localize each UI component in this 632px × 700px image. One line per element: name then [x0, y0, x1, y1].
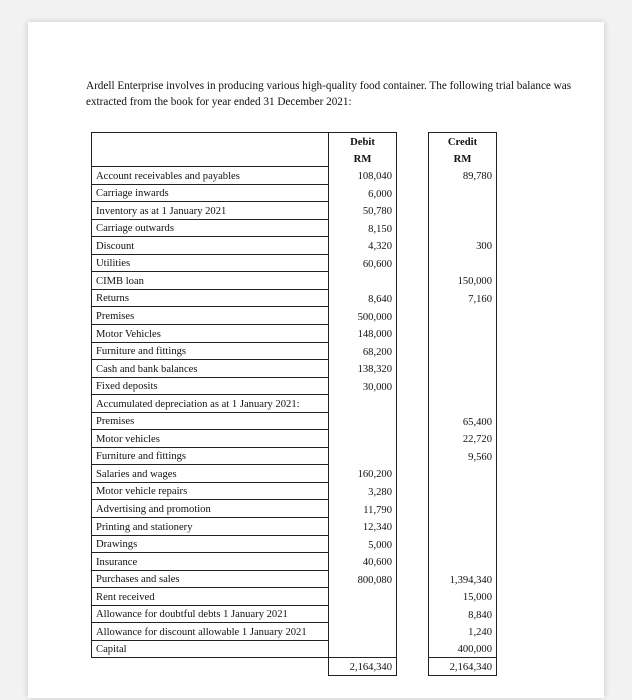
table-row: [92, 623, 550, 641]
debit-total: 2,164,340: [329, 658, 397, 676]
table-row: [92, 307, 550, 325]
table-row: [92, 289, 550, 307]
currency-row: [92, 150, 550, 167]
account-name: Carriage outwards: [92, 219, 329, 237]
debit-amount: 6,000: [329, 184, 397, 202]
debit-amount: 160,200: [329, 465, 397, 483]
credit-header: Credit: [429, 133, 497, 150]
account-name: Motor vehicles: [92, 430, 329, 448]
debit-amount: [329, 412, 397, 430]
table-row: [92, 184, 550, 202]
debit-amount: [329, 588, 397, 606]
debit-amount: [329, 605, 397, 623]
table-row: [92, 325, 550, 343]
debit-amount: 5,000: [329, 535, 397, 553]
credit-amount: [429, 553, 497, 571]
account-name: Motor vehicle repairs: [92, 482, 329, 500]
debit-amount: [329, 430, 397, 448]
credit-amount: [429, 342, 497, 360]
account-name: Utilities: [92, 254, 329, 272]
account-name: Cash and bank balances: [92, 360, 329, 378]
account-name: Purchases and sales: [92, 570, 329, 588]
credit-amount: [429, 535, 497, 553]
table-row: [92, 237, 550, 255]
debit-amount: 138,320: [329, 360, 397, 378]
table-row: [92, 360, 550, 378]
debit-amount: 4,320: [329, 237, 397, 255]
debit-amount: [329, 447, 397, 465]
table-row: [92, 447, 550, 465]
debit-amount: 50,780: [329, 202, 397, 220]
credit-amount: [429, 482, 497, 500]
credit-amount: [429, 202, 497, 220]
account-name: CIMB loan: [92, 272, 329, 290]
account-name: Accumulated depreciation as at 1 January 2021:: [92, 395, 329, 413]
debit-amount: 30,000: [329, 377, 397, 395]
table-row: [92, 430, 550, 448]
document-page: [28, 22, 604, 698]
debit-amount: [329, 640, 397, 658]
credit-currency: RM: [429, 150, 497, 167]
account-name: Salaries and wages: [92, 465, 329, 483]
credit-amount: [429, 254, 497, 272]
account-name: Allowance for doubtful debts 1 January 2021: [92, 605, 329, 623]
credit-total: 2,164,340: [429, 658, 497, 676]
credit-amount: [429, 500, 497, 518]
account-name: Motor Vehicles: [92, 325, 329, 343]
table-row: [92, 518, 550, 536]
table-row: [92, 535, 550, 553]
credit-amount: 22,720: [429, 430, 497, 448]
table-row: [92, 202, 550, 220]
debit-amount: 68,200: [329, 342, 397, 360]
credit-amount: 400,000: [429, 640, 497, 658]
credit-amount: 1,394,340: [429, 570, 497, 588]
account-name: Carriage inwards: [92, 184, 329, 202]
debit-amount: 500,000: [329, 307, 397, 325]
credit-amount: 150,000: [429, 272, 497, 290]
table-row: [92, 570, 550, 588]
table-row: [92, 605, 550, 623]
table-row: [92, 482, 550, 500]
header-row: [92, 133, 550, 150]
debit-amount: [329, 272, 397, 290]
debit-amount: 148,000: [329, 325, 397, 343]
account-name: Insurance: [92, 553, 329, 571]
debit-amount: 11,790: [329, 500, 397, 518]
table-row: [92, 640, 550, 658]
totals-row: [92, 658, 550, 676]
credit-amount: [429, 325, 497, 343]
debit-currency: RM: [329, 150, 397, 167]
credit-amount: 65,400: [429, 412, 497, 430]
credit-amount: [429, 377, 497, 395]
credit-amount: 1,240: [429, 623, 497, 641]
account-header-cell: [92, 150, 329, 167]
credit-amount: 89,780: [429, 167, 497, 185]
account-name: Advertising and promotion: [92, 500, 329, 518]
credit-amount: 7,160: [429, 289, 497, 307]
account-name: Drawings: [92, 535, 329, 553]
debit-amount: 8,150: [329, 219, 397, 237]
intro-paragraph: Ardell Enterprise involves in producing various high-quality food container. The following trial balance was extracted from the book for year ended 31 December 2021:: [86, 80, 572, 108]
credit-amount: 300: [429, 237, 497, 255]
account-name: Furniture and fittings: [92, 342, 329, 360]
table-row: [92, 588, 550, 606]
credit-amount: 15,000: [429, 588, 497, 606]
credit-amount: 8,840: [429, 605, 497, 623]
debit-amount: 108,040: [329, 167, 397, 185]
debit-amount: 40,600: [329, 553, 397, 571]
credit-amount: [429, 465, 497, 483]
credit-amount: [429, 184, 497, 202]
account-name: Returns: [92, 289, 329, 307]
debit-amount: 8,640: [329, 289, 397, 307]
credit-amount: [429, 219, 497, 237]
account-name: Premises: [92, 412, 329, 430]
account-header-cell: [92, 133, 329, 150]
credit-amount: [429, 307, 497, 325]
account-name: Inventory as at 1 January 2021: [92, 202, 329, 220]
debit-amount: [329, 623, 397, 641]
table-row: [92, 272, 550, 290]
debit-header: Debit: [329, 133, 397, 150]
account-name: Discount: [92, 237, 329, 255]
table-row: [92, 219, 550, 237]
credit-amount: [429, 395, 497, 413]
account-name: Furniture and fittings: [92, 447, 329, 465]
debit-amount: [329, 395, 397, 413]
table-row: [92, 395, 550, 413]
debit-amount: 800,080: [329, 570, 397, 588]
trial-balance-table: [91, 132, 550, 676]
account-name: Account receivables and payables: [92, 167, 329, 185]
credit-amount: 9,560: [429, 447, 497, 465]
table-row: [92, 465, 550, 483]
table-row: [92, 342, 550, 360]
table-row: [92, 500, 550, 518]
table-row: [92, 254, 550, 272]
account-name: Printing and stationery: [92, 518, 329, 536]
table-row: [92, 412, 550, 430]
account-name: Allowance for discount allowable 1 January 2021: [92, 623, 329, 641]
table-row: [92, 553, 550, 571]
account-name: Premises: [92, 307, 329, 325]
table-row: [92, 167, 550, 185]
debit-amount: 12,340: [329, 518, 397, 536]
account-name: Fixed deposits: [92, 377, 329, 395]
table-row: [92, 377, 550, 395]
credit-amount: [429, 518, 497, 536]
debit-amount: 60,600: [329, 254, 397, 272]
debit-amount: 3,280: [329, 482, 397, 500]
account-name: Rent received: [92, 588, 329, 606]
account-name: Capital: [92, 640, 329, 658]
credit-amount: [429, 360, 497, 378]
